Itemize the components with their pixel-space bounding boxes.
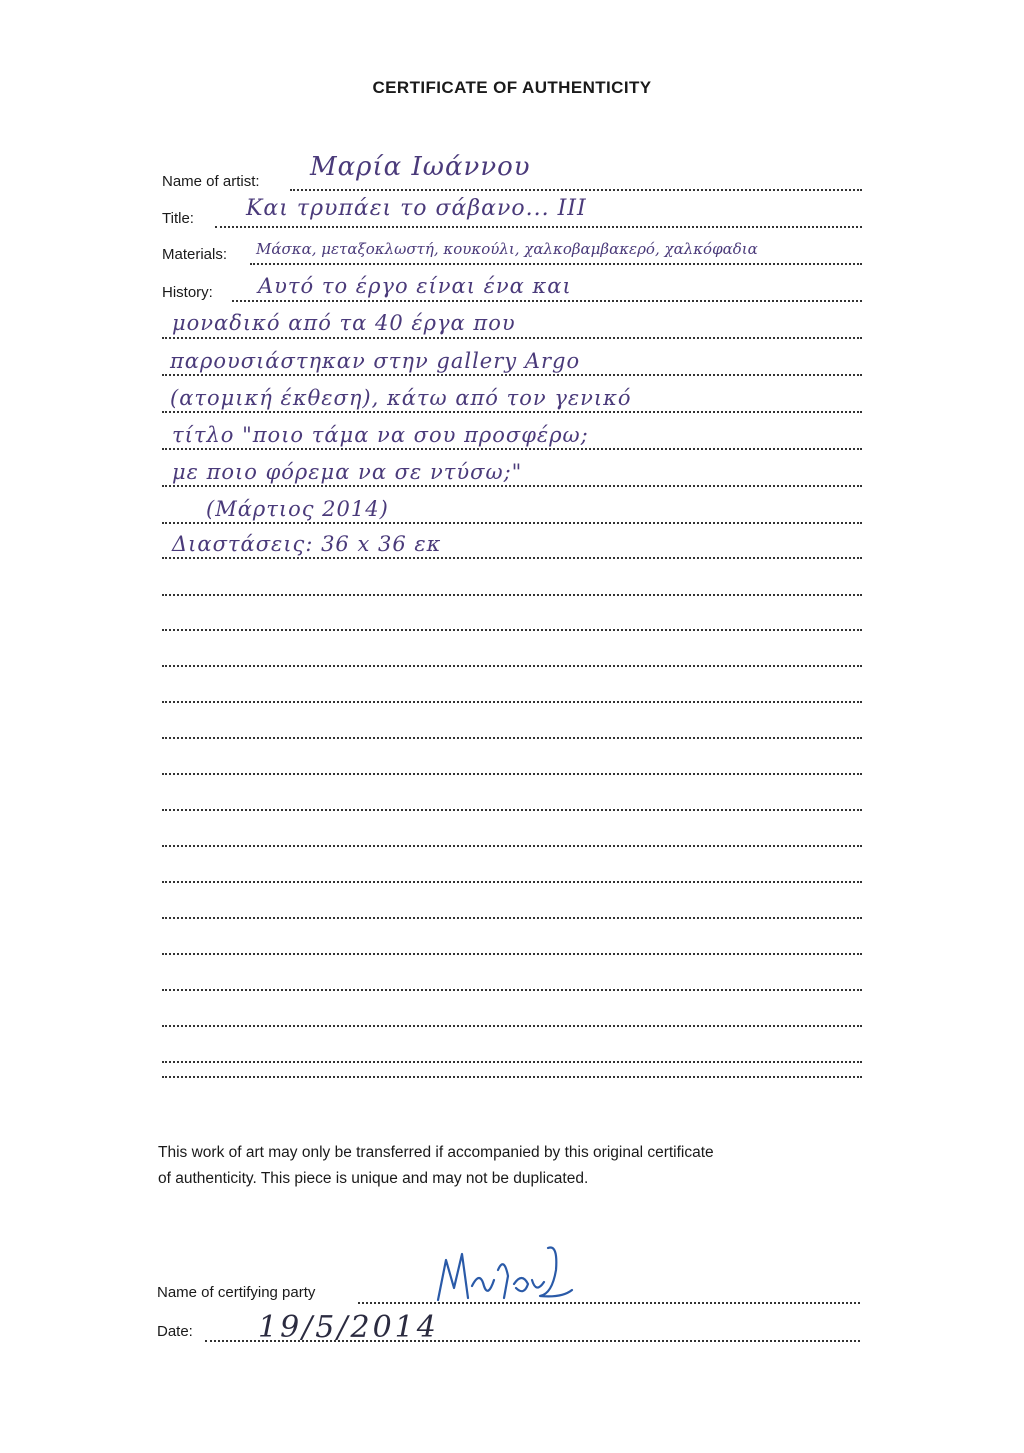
history-line-text: τίτλο "ποιο τάμα να σου προσφέρω;	[172, 423, 589, 447]
history-line-text: (ατομική έκθεση), κάτω από τον γενικό	[170, 386, 632, 410]
writing-line	[162, 665, 862, 667]
date-label: Date:	[157, 1323, 193, 1340]
writing-line	[162, 411, 862, 413]
materials-handwriting: Μάσκα, μεταξοκλωστή, κουκούλι, χαλκοβαμβακερό, χαλκόφαδια	[256, 240, 758, 258]
materials-line	[250, 263, 862, 265]
title-line	[215, 226, 862, 228]
writing-line	[162, 522, 862, 524]
materials-label: Materials:	[162, 246, 228, 263]
title-handwriting: Και τρυπάει το σάβανο... III	[246, 196, 587, 221]
writing-line	[162, 1025, 862, 1027]
artist-handwriting: Μαρία Ιωάννου	[310, 152, 531, 182]
history-line-text: Αυτό το έργο είναι ένα και	[258, 274, 572, 298]
date-handwriting: 19/5/2014	[258, 1310, 439, 1345]
history-line-text: παρουσιάστηκαν στην gallery Argo	[170, 349, 581, 373]
history-line-text: Διαστάσεις: 36 x 36 εκ	[172, 532, 442, 556]
writing-line	[162, 1061, 862, 1063]
writing-line	[162, 737, 862, 739]
writing-line	[162, 809, 862, 811]
writing-line	[162, 374, 862, 376]
artist-line	[290, 189, 862, 191]
writing-line	[162, 337, 862, 339]
notice-line-1: This work of art may only be transferred if accompanied by this original certificate	[158, 1144, 714, 1161]
artist-label: Name of artist:	[162, 173, 260, 190]
writing-line	[162, 448, 862, 450]
signature	[432, 1240, 592, 1315]
writing-line	[162, 989, 862, 991]
writing-line	[162, 485, 862, 487]
transfer-notice	[158, 1140, 858, 1192]
writing-line	[162, 701, 862, 703]
history-label: History:	[162, 284, 213, 301]
certificate-title: CERTIFICATE OF AUTHENTICITY	[372, 78, 652, 97]
writing-line	[162, 1076, 862, 1078]
certifying-party-label: Name of certifying party	[157, 1284, 316, 1301]
writing-line	[162, 773, 862, 775]
history-line-text: με ποιο φόρεμα να σε ντύσω;"	[172, 460, 523, 484]
history-line	[232, 300, 862, 302]
writing-line	[162, 917, 862, 919]
writing-line	[162, 594, 862, 596]
writing-line	[162, 629, 862, 631]
notice-line-2: of authenticity. This piece is unique and may not be duplicated.	[158, 1170, 589, 1187]
writing-line	[162, 881, 862, 883]
writing-line	[162, 557, 862, 559]
signature-scribble-icon	[432, 1240, 592, 1310]
title-label: Title:	[162, 210, 194, 227]
writing-line	[162, 953, 862, 955]
history-line-text: (Μάρτιος 2014)	[206, 497, 389, 521]
history-line-text: μοναδικό από τα 40 έργα που	[172, 311, 516, 335]
writing-line	[162, 845, 862, 847]
